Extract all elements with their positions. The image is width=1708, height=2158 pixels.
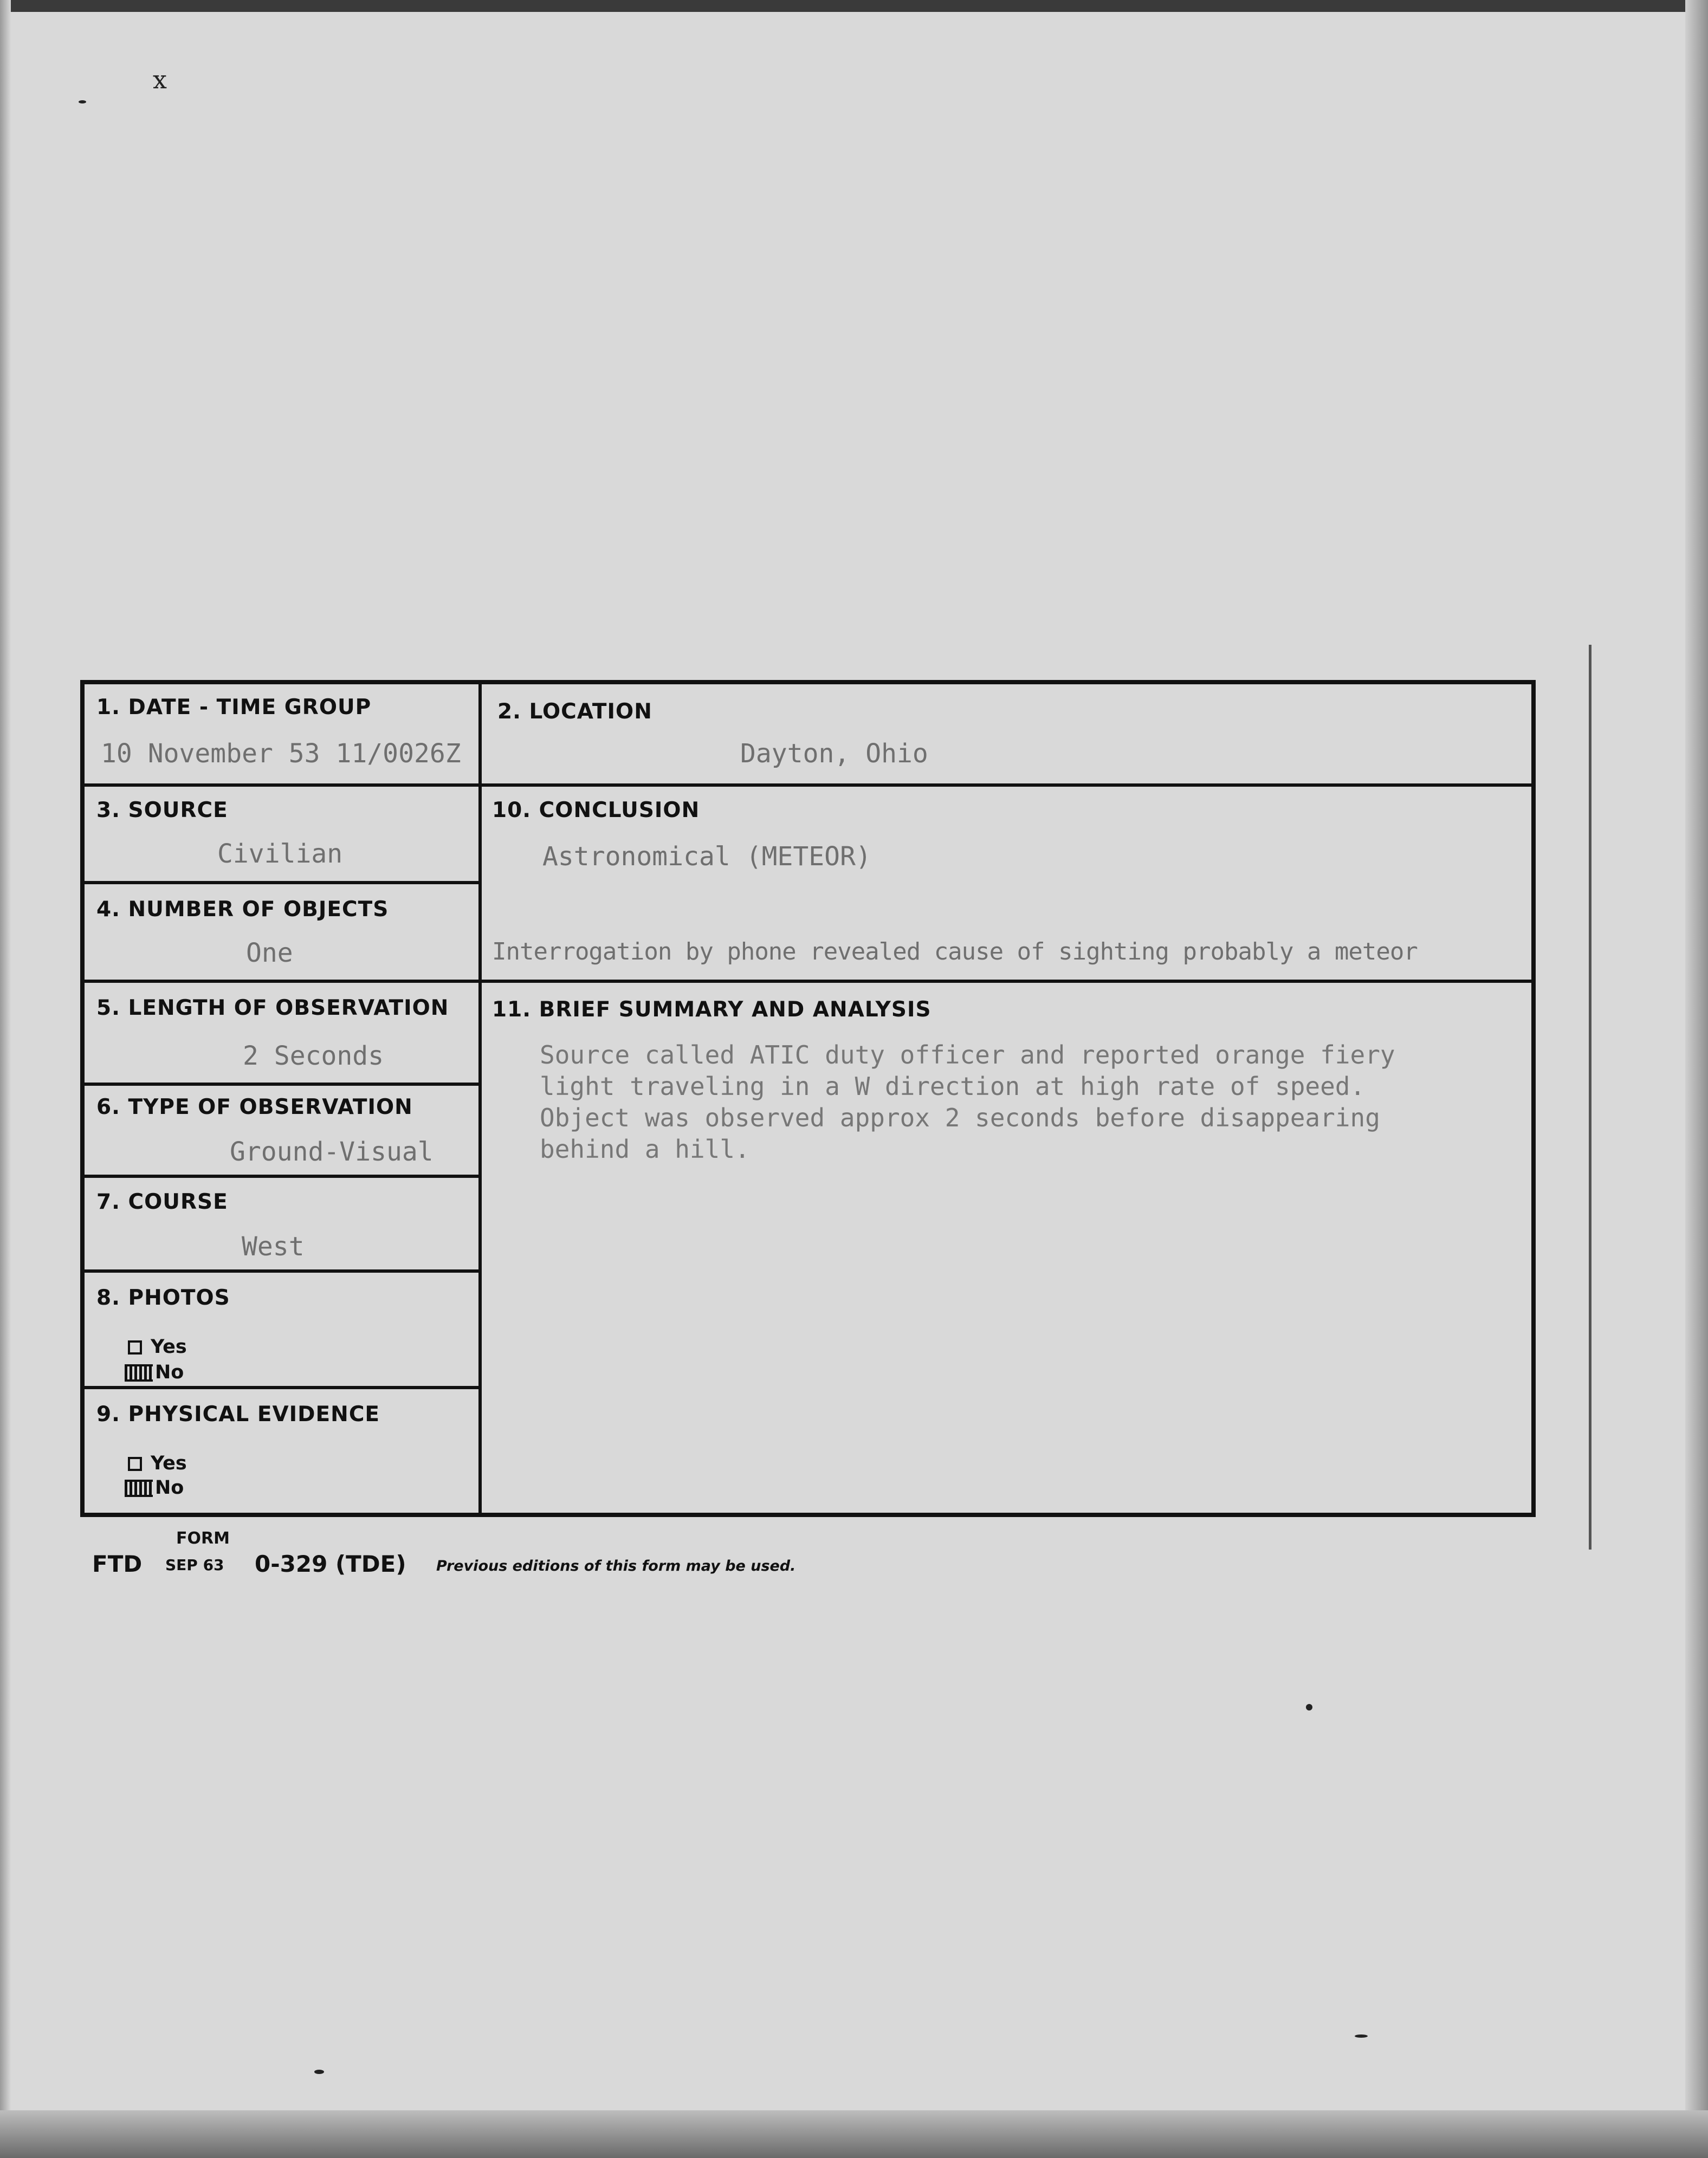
physical-evidence-no-option <box>125 1477 184 1499</box>
summary-line: Object was observed approx 2 seconds before disappearing <box>540 1103 1380 1132</box>
physical-evidence-label: 9. PHYSICAL EVIDENCE <box>96 1402 380 1427</box>
checkbox-xed-icon <box>125 1480 153 1497</box>
conclusion-note: Interrogation by phone revealed cause of sighting probably a meteor <box>492 938 1418 965</box>
location-value: Dayton, Ohio <box>740 738 928 769</box>
length-of-observation-value: 2 Seconds <box>243 1041 384 1071</box>
footer-date: SEP 63 <box>165 1556 224 1574</box>
column-divider <box>478 684 482 1513</box>
physical-evidence-yes-label: Yes <box>151 1453 187 1474</box>
course-value: West <box>242 1232 305 1262</box>
summary-label: 11. BRIEF SUMMARY AND ANALYSIS <box>492 997 931 1022</box>
photos-no-option <box>125 1362 184 1383</box>
footer-form-number: 0-329 (TDE) <box>255 1551 406 1577</box>
date-time-group-label: 1. DATE - TIME GROUP <box>96 695 372 720</box>
footer-note: Previous editions of this form may be used. <box>436 1558 796 1574</box>
row-divider <box>85 1175 478 1178</box>
row-divider <box>85 1386 478 1389</box>
physical-evidence-yes-option <box>128 1453 187 1474</box>
number-of-objects-value: One <box>246 938 293 968</box>
number-of-objects-label: 4. NUMBER OF OBJECTS <box>96 897 389 922</box>
speck <box>314 2070 324 2074</box>
speck <box>79 100 86 103</box>
photos-label: 8. PHOTOS <box>96 1286 230 1310</box>
speck <box>1355 2034 1368 2038</box>
length-of-observation-label: 5. LENGTH OF OBSERVATION <box>96 996 449 1020</box>
speck <box>1306 1704 1312 1710</box>
row-divider <box>85 881 478 884</box>
summary-line: Source called ATIC duty officer and reported orange fiery <box>540 1040 1395 1070</box>
checkbox-empty-icon <box>128 1457 142 1471</box>
source-label: 3. SOURCE <box>96 798 228 822</box>
conclusion-label: 10. CONCLUSION <box>492 798 700 822</box>
physical-evidence-no-label: No <box>155 1477 184 1499</box>
photos-no-label: No <box>155 1362 184 1383</box>
summary-line: behind a hill. <box>540 1135 750 1164</box>
project-record-card <box>80 680 1536 1517</box>
type-of-observation-value: Ground-Visual <box>230 1137 434 1167</box>
corner-mark: x <box>153 65 167 94</box>
scan-edge-top <box>0 0 1708 12</box>
summary-line: light traveling in a W direction at high rate of speed. <box>540 1072 1366 1101</box>
checkbox-xed-icon <box>125 1364 153 1382</box>
source-value: Civilian <box>217 839 343 869</box>
footer-ftd: FTD <box>92 1551 143 1577</box>
row-divider <box>85 783 1531 787</box>
scan-edge-right <box>1685 0 1708 2158</box>
margin-line <box>1589 645 1591 1550</box>
photos-yes-option <box>128 1336 187 1358</box>
course-label: 7. COURSE <box>96 1190 228 1214</box>
row-divider <box>85 1083 478 1086</box>
row-divider <box>85 1269 478 1273</box>
date-time-group-value: 10 November 53 11/0026Z <box>101 738 461 769</box>
conclusion-value: Astronomical (METEOR) <box>542 841 871 872</box>
scan-edge-bottom <box>0 2110 1708 2158</box>
row-divider <box>85 980 1531 983</box>
summary-text <box>540 1039 1395 1165</box>
type-of-observation-label: 6. TYPE OF OBSERVATION <box>96 1095 413 1119</box>
location-label: 2. LOCATION <box>497 699 652 724</box>
scan-edge-left <box>0 0 11 2158</box>
checkbox-empty-icon <box>128 1340 142 1355</box>
footer-form-word: FORM <box>176 1529 230 1548</box>
photos-yes-label: Yes <box>151 1336 187 1358</box>
